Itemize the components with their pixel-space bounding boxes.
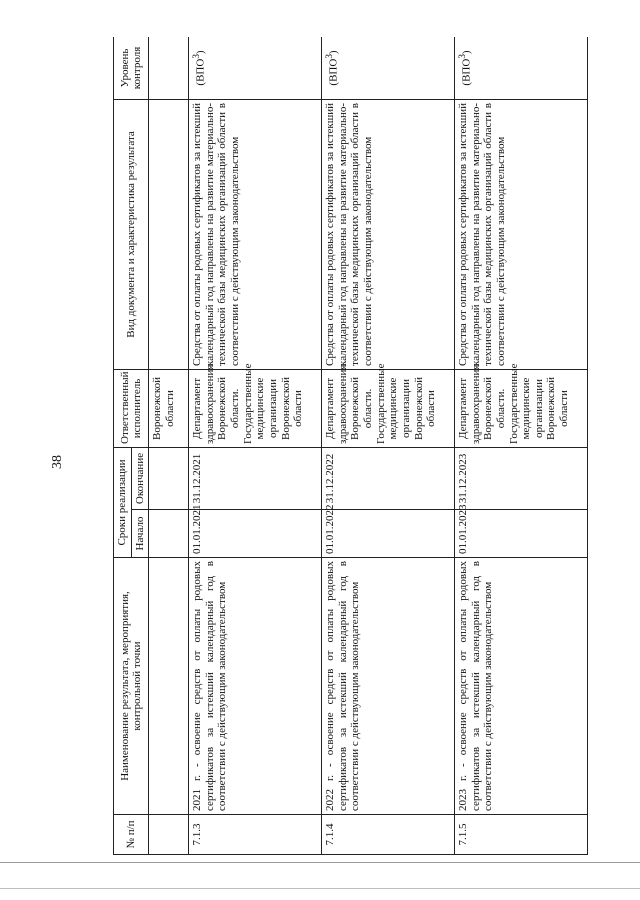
scan-edge-line	[0, 862, 640, 863]
cell-doc: Средства от оплаты родовых сертификатов за истекший календарный год направлены на развитие материально-технической базы медицинских организаций области в соответствии с действующим законодательством	[455, 99, 588, 369]
cell-level	[322, 37, 455, 99]
cell-empty	[149, 558, 189, 815]
header-num: № п/п	[114, 815, 149, 855]
scan-edge-line	[0, 888, 640, 889]
cell-end: 31.12.2023	[455, 447, 588, 509]
cell-empty	[149, 815, 189, 855]
cell-end: 31.12.2022	[322, 447, 455, 509]
table-row	[189, 37, 322, 855]
cell-num: 7.1.4	[322, 815, 455, 855]
cell-empty	[149, 510, 189, 558]
cell-responsible: Департамент здравоохранения Воронежской области. Государственные медицинские организации Воронежской области	[322, 369, 455, 447]
cell-doc: Средства от оплаты родовых сертификатов за истекший календарный год направлены на развитие материально-технической базы медицинских организаций области в соответствии с действующим законодательством	[189, 99, 322, 369]
header-level: Уровень контроля	[114, 37, 149, 99]
cell-start: 01.01.2021	[189, 510, 322, 558]
level-footnote: 3	[191, 54, 202, 59]
cell-level	[455, 37, 588, 99]
level-close: )	[327, 50, 340, 55]
cell-doc: Средства от оплаты родовых сертификатов за истекший календарный год направлены на развитие материально-технической базы медицинских организаций области в соответствии с действующим законодательством	[322, 99, 455, 369]
level-text: (ВПО	[194, 58, 207, 86]
cell-end: 31.12.2021	[189, 447, 322, 509]
cell-num: 7.1.3	[189, 815, 322, 855]
header-name: Наименование результата, мероприятия, контрольной точки	[114, 558, 149, 815]
table-row	[322, 37, 455, 855]
cell-responsible: Воронежской области	[149, 369, 189, 447]
cell-name: 2022 г. - освоение средств от оплаты родовых сертификатов за истекший календарный год в соответствии с действующим законодательством	[322, 558, 455, 815]
header-doc: Вид документа и характеристика результата	[114, 99, 149, 369]
cell-responsible: Департамент здравоохранения Воронежской области. Государственные медицинские организации Воронежской области	[189, 369, 322, 447]
cell-start: 01.01.2023	[455, 510, 588, 558]
cell-empty	[149, 37, 189, 99]
header-end: Окончание	[131, 447, 149, 509]
header-start: Начало	[131, 510, 149, 558]
cell-name: 2023 г. - освоение средств от оплаты родовых сертификатов за истекший календарный год в соответствии с действующим законодательством	[455, 558, 588, 815]
control-points-table	[113, 37, 588, 855]
cell-level	[189, 37, 322, 99]
cell-start: 01.01.2022	[322, 510, 455, 558]
level-close: )	[194, 50, 207, 55]
level-text: (ВПО	[327, 58, 340, 86]
header-responsible: Ответственный исполнитель	[114, 369, 149, 447]
cell-empty	[149, 447, 189, 509]
cell-empty	[149, 99, 189, 369]
header-terms: Сроки реализации	[114, 447, 132, 557]
level-text: (ВПО	[460, 58, 473, 86]
table-header-row	[114, 37, 132, 855]
cell-num: 7.1.5	[455, 815, 588, 855]
level-footnote: 3	[457, 54, 467, 59]
table-row	[455, 37, 588, 855]
cell-name: 2021 г. - освоение средств от оплаты родовых сертификатов за истекший календарный год в соответствии с действующим законодательством	[189, 558, 322, 815]
table-row-continuation	[149, 37, 189, 855]
rotated-page-content	[113, 37, 588, 855]
level-footnote: 3	[324, 54, 335, 59]
page-number: 38	[50, 455, 65, 469]
cell-responsible: Департамент здравоохранения Воронежской области. Государственные медицинские организации Воронежской области	[455, 369, 588, 447]
level-close: )	[460, 50, 473, 55]
